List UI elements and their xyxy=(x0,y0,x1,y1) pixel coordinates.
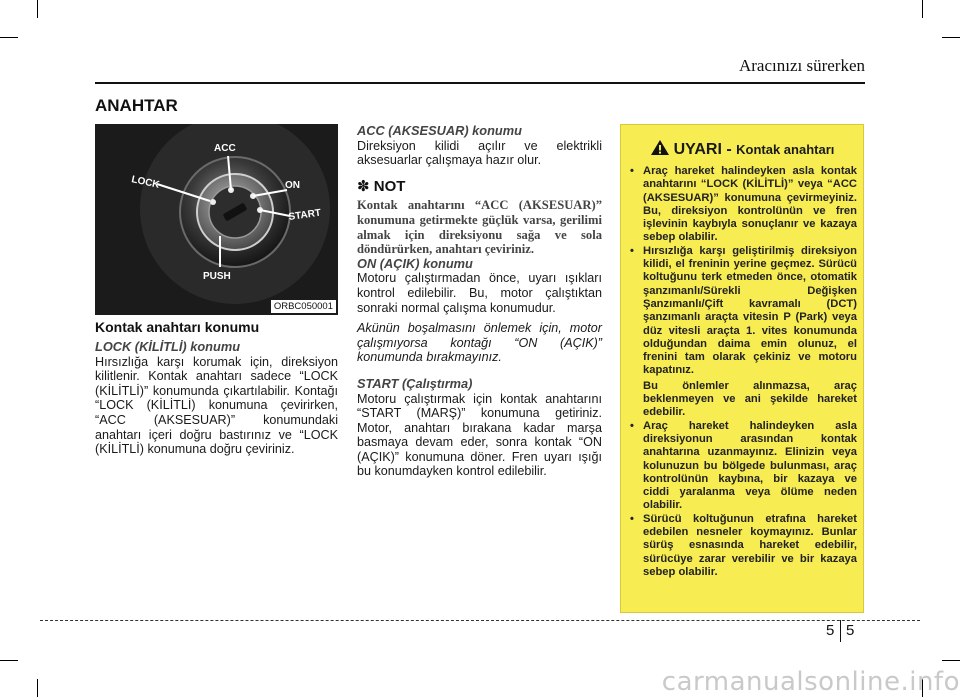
label-start: START xyxy=(287,207,322,223)
warning-item: • Araç hareket halindeyken asla kontak anahtarını “LOCK (KİLİTLİ)” veya “ACC (AKSESUAR)” konumuna çevirmeyiniz. Bu, direksiyon kontrolünün ve fren işlevinin kaybıyla sonuçlanır ve kazaya sebep olabilir. xyxy=(630,165,857,244)
warning-box xyxy=(620,124,864,613)
warning-item: • Hırsızlığa karşı geliştirilmiş direksiyon kilidi, el freninin yerine geçmez. Sürücü koltuğunu terk etmeden önce, otomatik şanzımanlı/Sürekli Değişken Şanzımanlı/Çift kavramalı (DCT) şanzımanlı araçta vitesin P (Park) veya düz vitesli araçta 1. vites konumunda olduğundan daima emin olunuz, el frenini tam olarak çekiniz ve motoru kapatınız. Bu önlemler alınmazsa, araç beklenmeyen ve ani şekilde hareket edebilir. xyxy=(630,244,857,419)
warning-item-text: Araç hareket halindeyken asla kontak anahtarını “LOCK (KİLİTLİ)” veya “ACC (AKSESUAR)” konumuna çevirmeyiniz. Bu, direksiyon kontrolünün ve fren işlevinin kaybıyla sonuçlanır ve kazaya sebep olabilir. xyxy=(643,165,857,244)
footer-rule xyxy=(40,620,920,621)
ignition-illustration xyxy=(95,124,338,315)
on-heading: ON (AÇIK) konumu xyxy=(357,255,473,271)
acc-paragraph: Direksiyon kilidi açılır ve elektrikli aksesuarlar çalışmaya hazır olur. xyxy=(357,138,602,168)
on-paragraph: Motoru çalıştırmadan önce, uyarı ışıkları kontrol edilebilir. Bu, motor çalıştıktan sonraki normal çalışma konumudur. xyxy=(357,271,602,315)
figure-code: ORBC050001 xyxy=(271,300,336,313)
warning-triangle-icon xyxy=(650,139,670,156)
label-acc: ACC xyxy=(214,143,236,154)
page-number-divider xyxy=(840,620,841,642)
crop-mark xyxy=(0,37,18,38)
warning-header xyxy=(621,139,863,159)
ignition-figure xyxy=(95,124,338,315)
column-left xyxy=(95,340,338,457)
warning-subtitle: Kontak anahtarı xyxy=(736,142,835,157)
warning-title: UYARI - xyxy=(673,141,737,158)
start-heading: START (Çalıştırma) xyxy=(357,375,473,391)
crop-mark xyxy=(37,0,38,18)
warning-list xyxy=(621,165,863,579)
on-italic-paragraph: Akünün boşalmasını önlemek için, motor çalışmıyorsa kontağı “ON (AÇIK)” konumunda bırakmayınız. xyxy=(357,321,602,365)
warning-item: • Araç hareket halindeyken asla direksiyonun arasından kontak anahtarına uzanmayınız. Elinizin veya kolunuzun bu bölgede bulunması, araç kontrolünün kaybına, bir kazaya ve ciddi yaralanma veya ölüme neden olabilir. xyxy=(630,419,857,512)
watermark: carmanualsonline.info xyxy=(661,667,960,697)
warning-item-extra: Bu önlemler alınmazsa, araç beklenmeyen ve ani şekilde hareket edebilir. xyxy=(643,379,857,419)
lock-heading: LOCK (KİLİTLİ) konumu xyxy=(95,339,241,354)
note-heading: ✽ NOT xyxy=(357,177,406,195)
column-middle xyxy=(357,124,602,479)
lock-paragraph: Hırsızlığa karşı korumak için, direksiyon kilitlenir. Kontak anahtarı sadece “LOCK (KİLİTLİ)” konumunda çıkartılabilir. Kontağı “LOCK (KİLİTLİ) konumuna çevirirken, “ACC (AKSESUAR)” konumundaki anahtarı içeri doğru bastırınız ve “LOCK (KİLİTLİ) konumuna doğru çeviriniz. xyxy=(95,354,338,457)
figure-caption: Kontak anahtarı konumu xyxy=(95,319,260,335)
page-chapter-number: 5 xyxy=(826,622,835,639)
label-push: PUSH xyxy=(203,271,231,282)
crop-mark xyxy=(942,37,960,38)
warning-item: • Sürücü koltuğunun etrafına hareket edebilen nesneler koymayınız. Bunlar sürüş esnasında hareket edebilir, sürücüye zarar verebilir ve bir kazaya sebep olabilir. xyxy=(630,512,857,578)
note-paragraph: Kontak anahtarını “ACC (AKSESUAR)” konumuna getirmekte güçlük varsa, gerilimi almak için direksiyonu sağa ve sola döndürürken, anahtarı çeviriniz. xyxy=(357,198,602,257)
warning-item-text: Sürücü koltuğunun etrafına hareket edebilen nesneler koymayınız. Bunlar sürüş esnasında hareket edebilir, sürücüye zarar verebilir ve bir kazaya sebep olabilir. xyxy=(643,512,857,578)
header-rule xyxy=(95,82,865,84)
label-lock: LOCK xyxy=(130,174,161,191)
warning-item-text: Araç hareket halindeyken asla direksiyonun arasından kontak anahtarına uzanmayınız. Elinizin veya kolunuzun bu bölgede bulunması, araç kontrolünün kaybına, bir kazaya ve ciddi yaralanma veya ölüme neden olabilir. xyxy=(643,419,857,512)
header-title: Aracınızı sürerken xyxy=(738,56,865,75)
crop-mark xyxy=(942,660,960,661)
label-on: ON xyxy=(285,180,300,191)
section-title: ANAHTAR xyxy=(95,96,178,115)
crop-mark xyxy=(922,0,923,18)
page-number: 5 xyxy=(846,622,855,639)
crop-mark xyxy=(37,679,38,697)
warning-item-text: Hırsızlığa karşı geliştirilmiş direksiyon kilidi, el freninin yerine geçmez. Sürücü koltuğunu terk etmeden önce, otomatik şanzımanlı/Sürekli Değişken Şanzımanlı/Çift kavramalı (DCT) şanzımanlı araçta vitesin P (Park) veya düz vitesli araçta 1. vites konumunda olduğundan daima emin olunuz, el frenini tam olarak çekiniz ve motoru kapatınız. xyxy=(643,244,857,377)
start-paragraph: Motoru çalıştırmak için kontak anahtarını “START (MARŞ)” konumuna getiriniz. Motor, anahtarı bırakana kadar marşa basmaya devam eder, sonra kontak “ON (AÇIK)” konumuna döner. Fren uyarı ışığı bu konumdayken kontrol edilebilir. xyxy=(357,391,602,479)
acc-heading: ACC (AKSESUAR) konumu xyxy=(357,123,522,138)
crop-mark xyxy=(0,660,18,661)
